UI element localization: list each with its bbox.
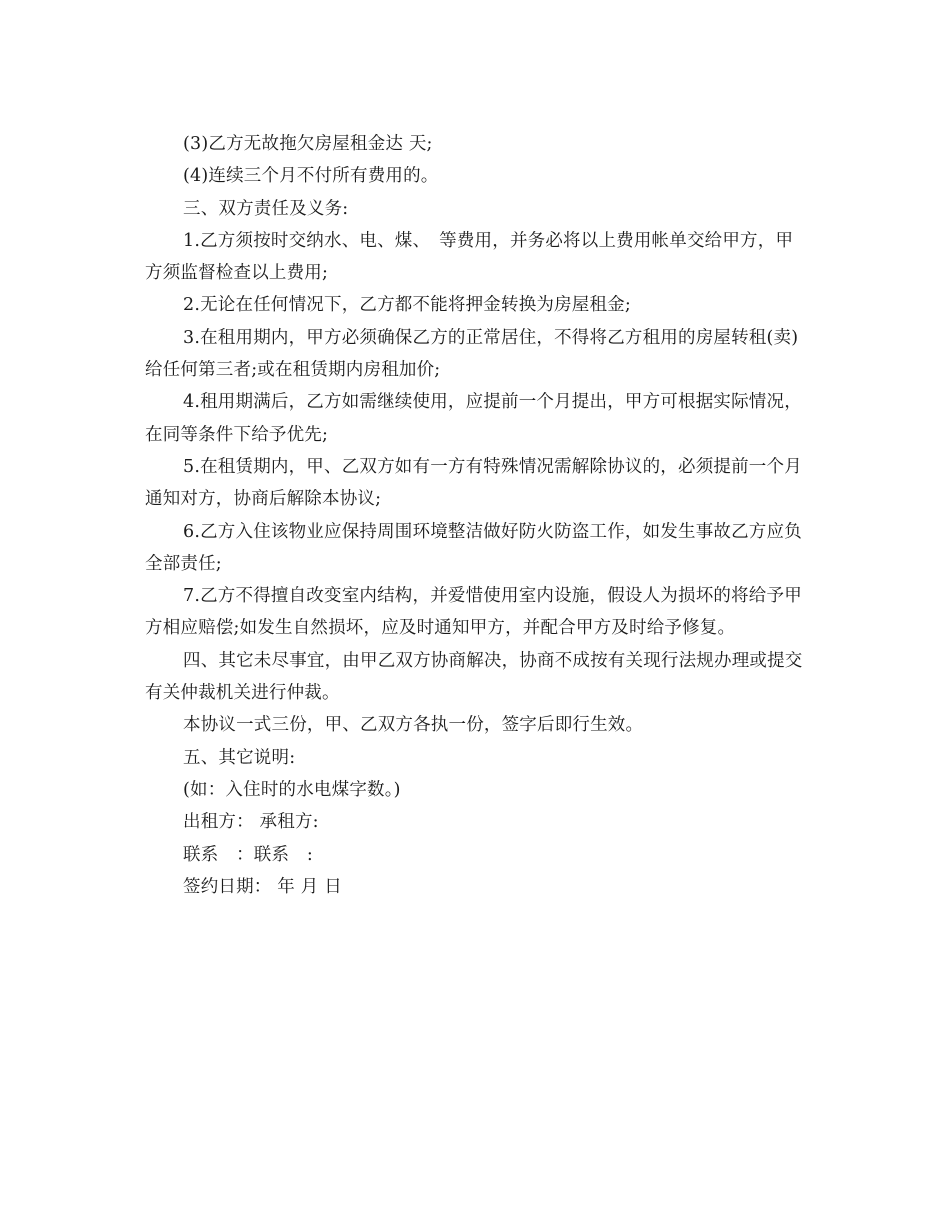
section-heading: 三、双方责任及义务: bbox=[183, 198, 349, 219]
clause-paragraph: 5.在租赁期内，甲、乙双方如有一方有特殊情况需解除协议的，必须提前一个月通知对方，协商后解除本协议; bbox=[145, 456, 802, 510]
signature-parties: 出租方： 承租方: bbox=[183, 812, 319, 833]
clause-paragraph: (4)连续三个月不付所有费用的。 bbox=[183, 166, 439, 187]
signature-date: 签约日期： 年 月 日 bbox=[183, 876, 342, 897]
clause-paragraph: 4.租用期满后，乙方如需继续使用，应提前一个月提出，甲方可根据实际情况，在同等条件下给予优先; bbox=[145, 392, 802, 445]
section-heading: 五、其它说明: bbox=[183, 747, 296, 768]
clause-paragraph: 1.乙方须按时交纳水、电、煤、 等费用，并务必将以上费用帐单交给甲方，甲方须监督检查以上费用; bbox=[145, 230, 794, 284]
clause-paragraph: 3.在租用期内，甲方必须确保乙方的正常居住，不得将乙方租用的房屋转租(卖)给任何第三者;或在租赁期内房租加价; bbox=[145, 327, 799, 381]
signature-contacts: 联系 ：联系 : bbox=[183, 844, 313, 865]
clause-paragraph: 7.乙方不得擅自改变室内结构，并爱惜使用室内设施，假设人为损坏的将给予甲方相应赔偿;如发生自然损坏，应及时通知甲方，并配合甲方及时给予修复。 bbox=[145, 586, 802, 639]
clause-paragraph: 6.乙方入住该物业应保持周围环境整洁做好防火防盗工作，如发生事故乙方应负全部责任; bbox=[145, 521, 802, 574]
clause-paragraph: 本协议一式三份，甲、乙双方各执一份，签字后即行生效。 bbox=[183, 715, 644, 736]
document-body bbox=[145, 128, 805, 903]
note-paragraph: (如：入住时的水电煤字数。) bbox=[183, 779, 401, 800]
clause-paragraph: (3)乙方无故拖欠房屋租金达 天; bbox=[183, 134, 433, 154]
section-heading: 四、其它未尽事宜，由甲乙双方协商解决，协商不成按有关现行法规办理或提交有关仲裁机关进行仲裁。 bbox=[145, 650, 803, 704]
clause-paragraph: 2.无论在任何情况下，乙方都不能将押金转换为房屋租金; bbox=[183, 295, 631, 316]
